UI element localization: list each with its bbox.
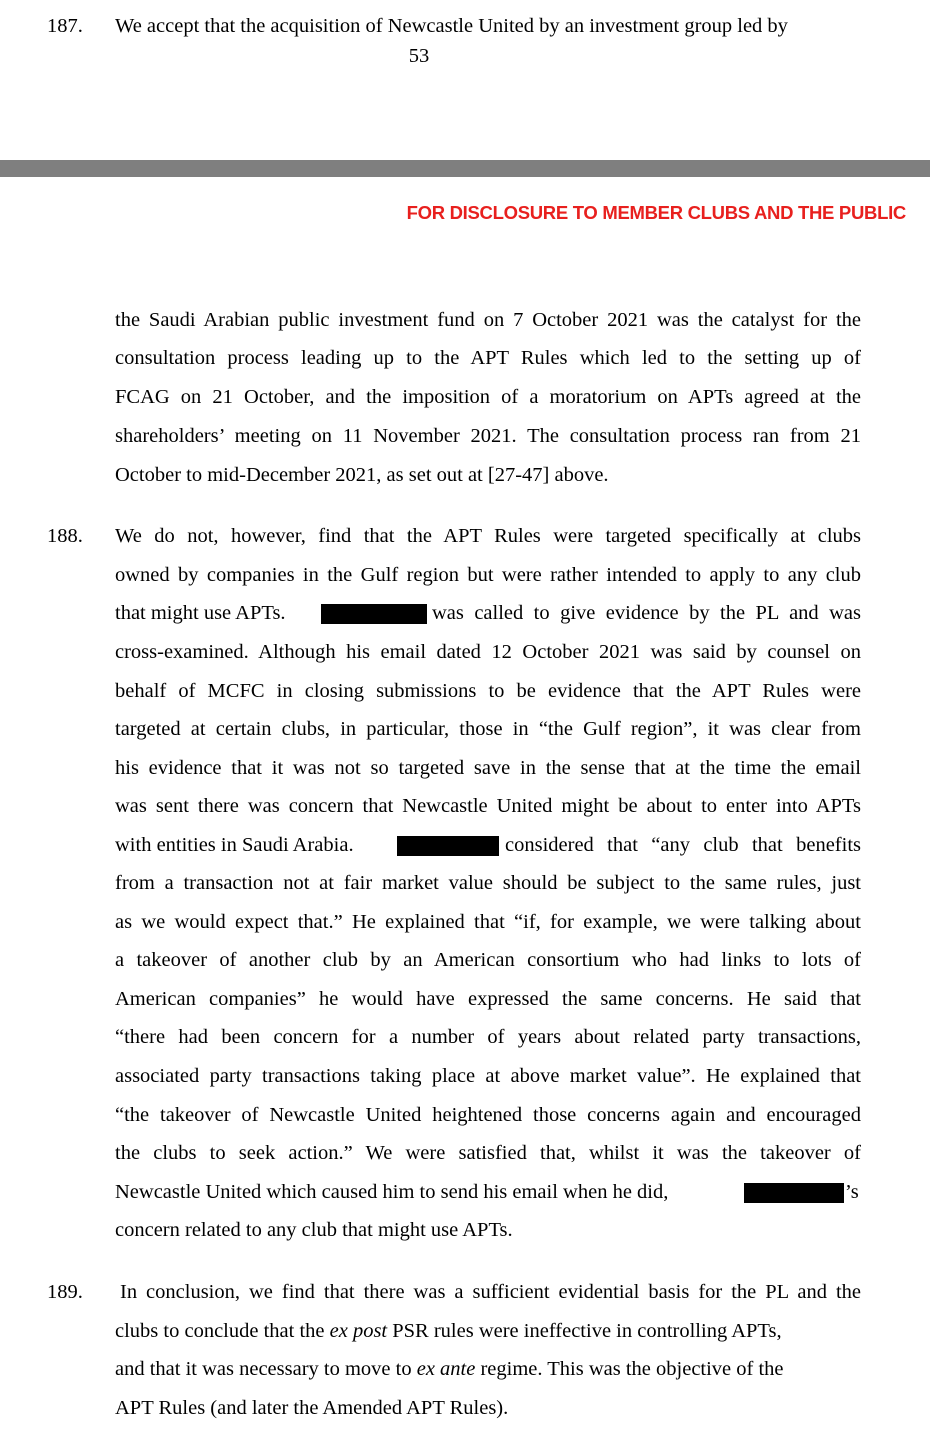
text-line: as we would expect that.” He explained that “if, for example, we were talking about	[115, 911, 861, 933]
text-line: that might use APTs.	[115, 602, 286, 624]
text-line: American companies” he would have expressed the same concerns. He said that	[115, 988, 861, 1010]
text-line: considered that “any club that benefits	[505, 834, 861, 856]
text-line: targeted at certain clubs, in particular, those in “the Gulf region”, it was clear from	[115, 718, 861, 740]
text-line: concern related to any club that might use APTs.	[115, 1219, 513, 1241]
text-run: PSR rules were ineffective in controlling APTs,	[392, 1320, 782, 1342]
text-line: a takeover of another club by an American consortium who had links to lots of	[115, 949, 861, 971]
text-run: clubs to conclude that the	[115, 1320, 325, 1342]
text-line: October to mid-December 2021, as set out at [27-47] above.	[115, 464, 609, 486]
text-line: the Saudi Arabian public investment fund on 7 October 2021 was the catalyst for the	[115, 309, 861, 331]
text-line: consultation process leading up to the APT Rules which led to the setting up of	[115, 347, 861, 369]
italic-term: ex post	[329, 1320, 388, 1342]
redaction-box	[397, 836, 499, 856]
text-run: and that it was necessary to move to	[115, 1358, 412, 1380]
paragraph-187-first-line: We accept that the acquisition of Newcastle United by an investment group led by	[115, 15, 788, 37]
paragraph-number-189: 189.	[47, 1281, 83, 1303]
redaction-box	[744, 1183, 844, 1203]
text-line: Newcastle United which caused him to send his email when he did,	[115, 1181, 669, 1203]
text-line: ’s	[845, 1181, 859, 1203]
text-line: was called to give evidence by the PL and was	[432, 602, 861, 624]
text-line: “the takeover of Newcastle United heightened those concerns again and encouraged	[115, 1104, 861, 1126]
text-line: APT Rules (and later the Amended APT Rules).	[115, 1397, 509, 1419]
text-line: “there had been concern for a number of years about related party transactions,	[115, 1026, 861, 1048]
disclosure-banner: FOR DISCLOSURE TO MEMBER CLUBS AND THE PUBLIC	[406, 202, 906, 223]
text-line: owned by companies in the Gulf region but were rather intended to apply to any club	[115, 564, 861, 586]
text-line: behalf of MCFC in closing submissions to be evidence that the APT Rules were	[115, 680, 861, 702]
text-line: his evidence that it was not so targeted save in the sense that at the time the email	[115, 757, 861, 779]
text-line: from a transaction not at fair market value should be subject to the same rules, just	[115, 872, 861, 894]
text-line	[115, 1319, 782, 1343]
text-line: was sent there was concern that Newcastle United might be about to enter into APTs	[115, 795, 861, 817]
paragraph-number-187: 187.	[47, 15, 83, 37]
text-line: FCAG on 21 October, and the imposition of a moratorium on APTs agreed at the	[115, 386, 861, 408]
text-line: cross-examined. Although his email dated 12 October 2021 was said by counsel on	[115, 641, 861, 663]
text-line: associated party transactions taking place at above market value”. He explained that	[115, 1065, 861, 1087]
text-line: shareholders’ meeting on 11 November 2021. The consultation process ran from 21	[115, 425, 861, 447]
page-number: 53	[408, 45, 430, 67]
text-line	[115, 1357, 784, 1381]
page-divider	[0, 160, 930, 177]
text-line: with entities in Saudi Arabia.	[115, 834, 354, 856]
text-line: In conclusion, we find that there was a sufficient evidential basis for the PL and the	[120, 1281, 861, 1303]
text-line: the clubs to seek action.” We were satisfied that, whilst it was the takeover of	[115, 1142, 861, 1164]
text-run: regime. This was the objective of the	[480, 1358, 784, 1380]
paragraph-number-188: 188.	[47, 525, 83, 547]
text-line: We do not, however, find that the APT Rules were targeted specifically at clubs	[115, 525, 861, 547]
italic-term: ex ante	[416, 1358, 476, 1380]
redaction-box	[321, 604, 427, 624]
